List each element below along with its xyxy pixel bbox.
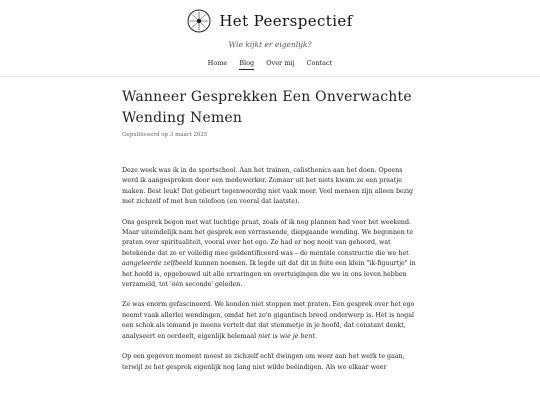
- site-tagline: Wie kijkt er eigenlijk?: [228, 40, 312, 49]
- post-paragraph: [122, 300, 418, 342]
- blog-article: [122, 77, 418, 373]
- post-paragraph: Op een gegeven moment moest ze zichzelf echt dwingen om weer aan het werk te gaan, terwijl ze het gesprek eigenlijk nog lang niet wilde beëindigen. Als we elkaar weer: [122, 353, 405, 371]
- site-header: [0, 0, 540, 77]
- paragraph-text: kunnen noemen. Ik legde uit dat dit in feite een klein "ik-figuurtje" in het hoofd is, opgebouwd uit alle ervaringen en overtuigingen die we in ons leven hebben verzameld, tot 'één seconde' geleden.: [122, 260, 416, 289]
- emphasis-text: niet is wie je bent: [258, 332, 315, 340]
- brand[interactable]: [0, 8, 540, 34]
- paragraph-text: Ze was enorm gefascineerd. We konden niet stoppen met praten. Een gesprek over het ego neemt vaak allerlei wendingen, omdat het zo'n gigantisch breed onderwerp is. Het is nogal een schok als iemand je ineens vertelt dat dat stemmetje in je hoofd, dat constant denkt, analyseert en oordeelt, eigenlijk helemaal: [122, 301, 415, 340]
- post-body: [122, 166, 418, 373]
- post-title: Wanneer Gesprekken Een Onverwachte Wending Nemen: [122, 89, 412, 126]
- post-paragraph: [122, 218, 418, 291]
- nav-item-contact[interactable]: Contact: [306, 59, 333, 67]
- compass-rose-icon[interactable]: [187, 9, 211, 33]
- site-title[interactable]: Het Peerspectief: [219, 12, 353, 30]
- paragraph-text: Ons gesprek begon met wat luchtige praat, zoals of ik nog plannen had voor het weekend. Maar uiteindelijk nam het gesprek een verrassende, diepgaande wending. We begonnen te praten over spiritualiteit, vooral over het ego. Ze had er nog nooit van gehoord, wat betekende dat ze er volledig mee geïdentificeerd was – de mentale constructie die we het: [122, 218, 414, 257]
- emphasis-text: aangeleerde zelfbeeld: [122, 260, 193, 268]
- main-nav: [0, 59, 540, 70]
- nav-item-blog[interactable]: Blog: [239, 59, 254, 70]
- nav-item-home[interactable]: Home: [207, 59, 228, 67]
- paragraph-text: .: [314, 332, 317, 340]
- post-paragraph: Deze week was ik in de sportschool. Aan het trainen, calisthenics aan het doen. Opeens werd ik aangesproken door een medewerker. Zomaar uit het niets kwam ze een praatje maken. Best leuk! Dat gebeurt tegenwoordig niet vaak meer. Veel mensen zijn alleen bezig met zichzelf of met hun telefoon (en vooral dat laatste).: [122, 167, 414, 206]
- post-meta: Gepubliceerd op 3 maart 2025: [122, 132, 208, 138]
- nav-item-over-mij[interactable]: Over mij: [266, 59, 295, 67]
